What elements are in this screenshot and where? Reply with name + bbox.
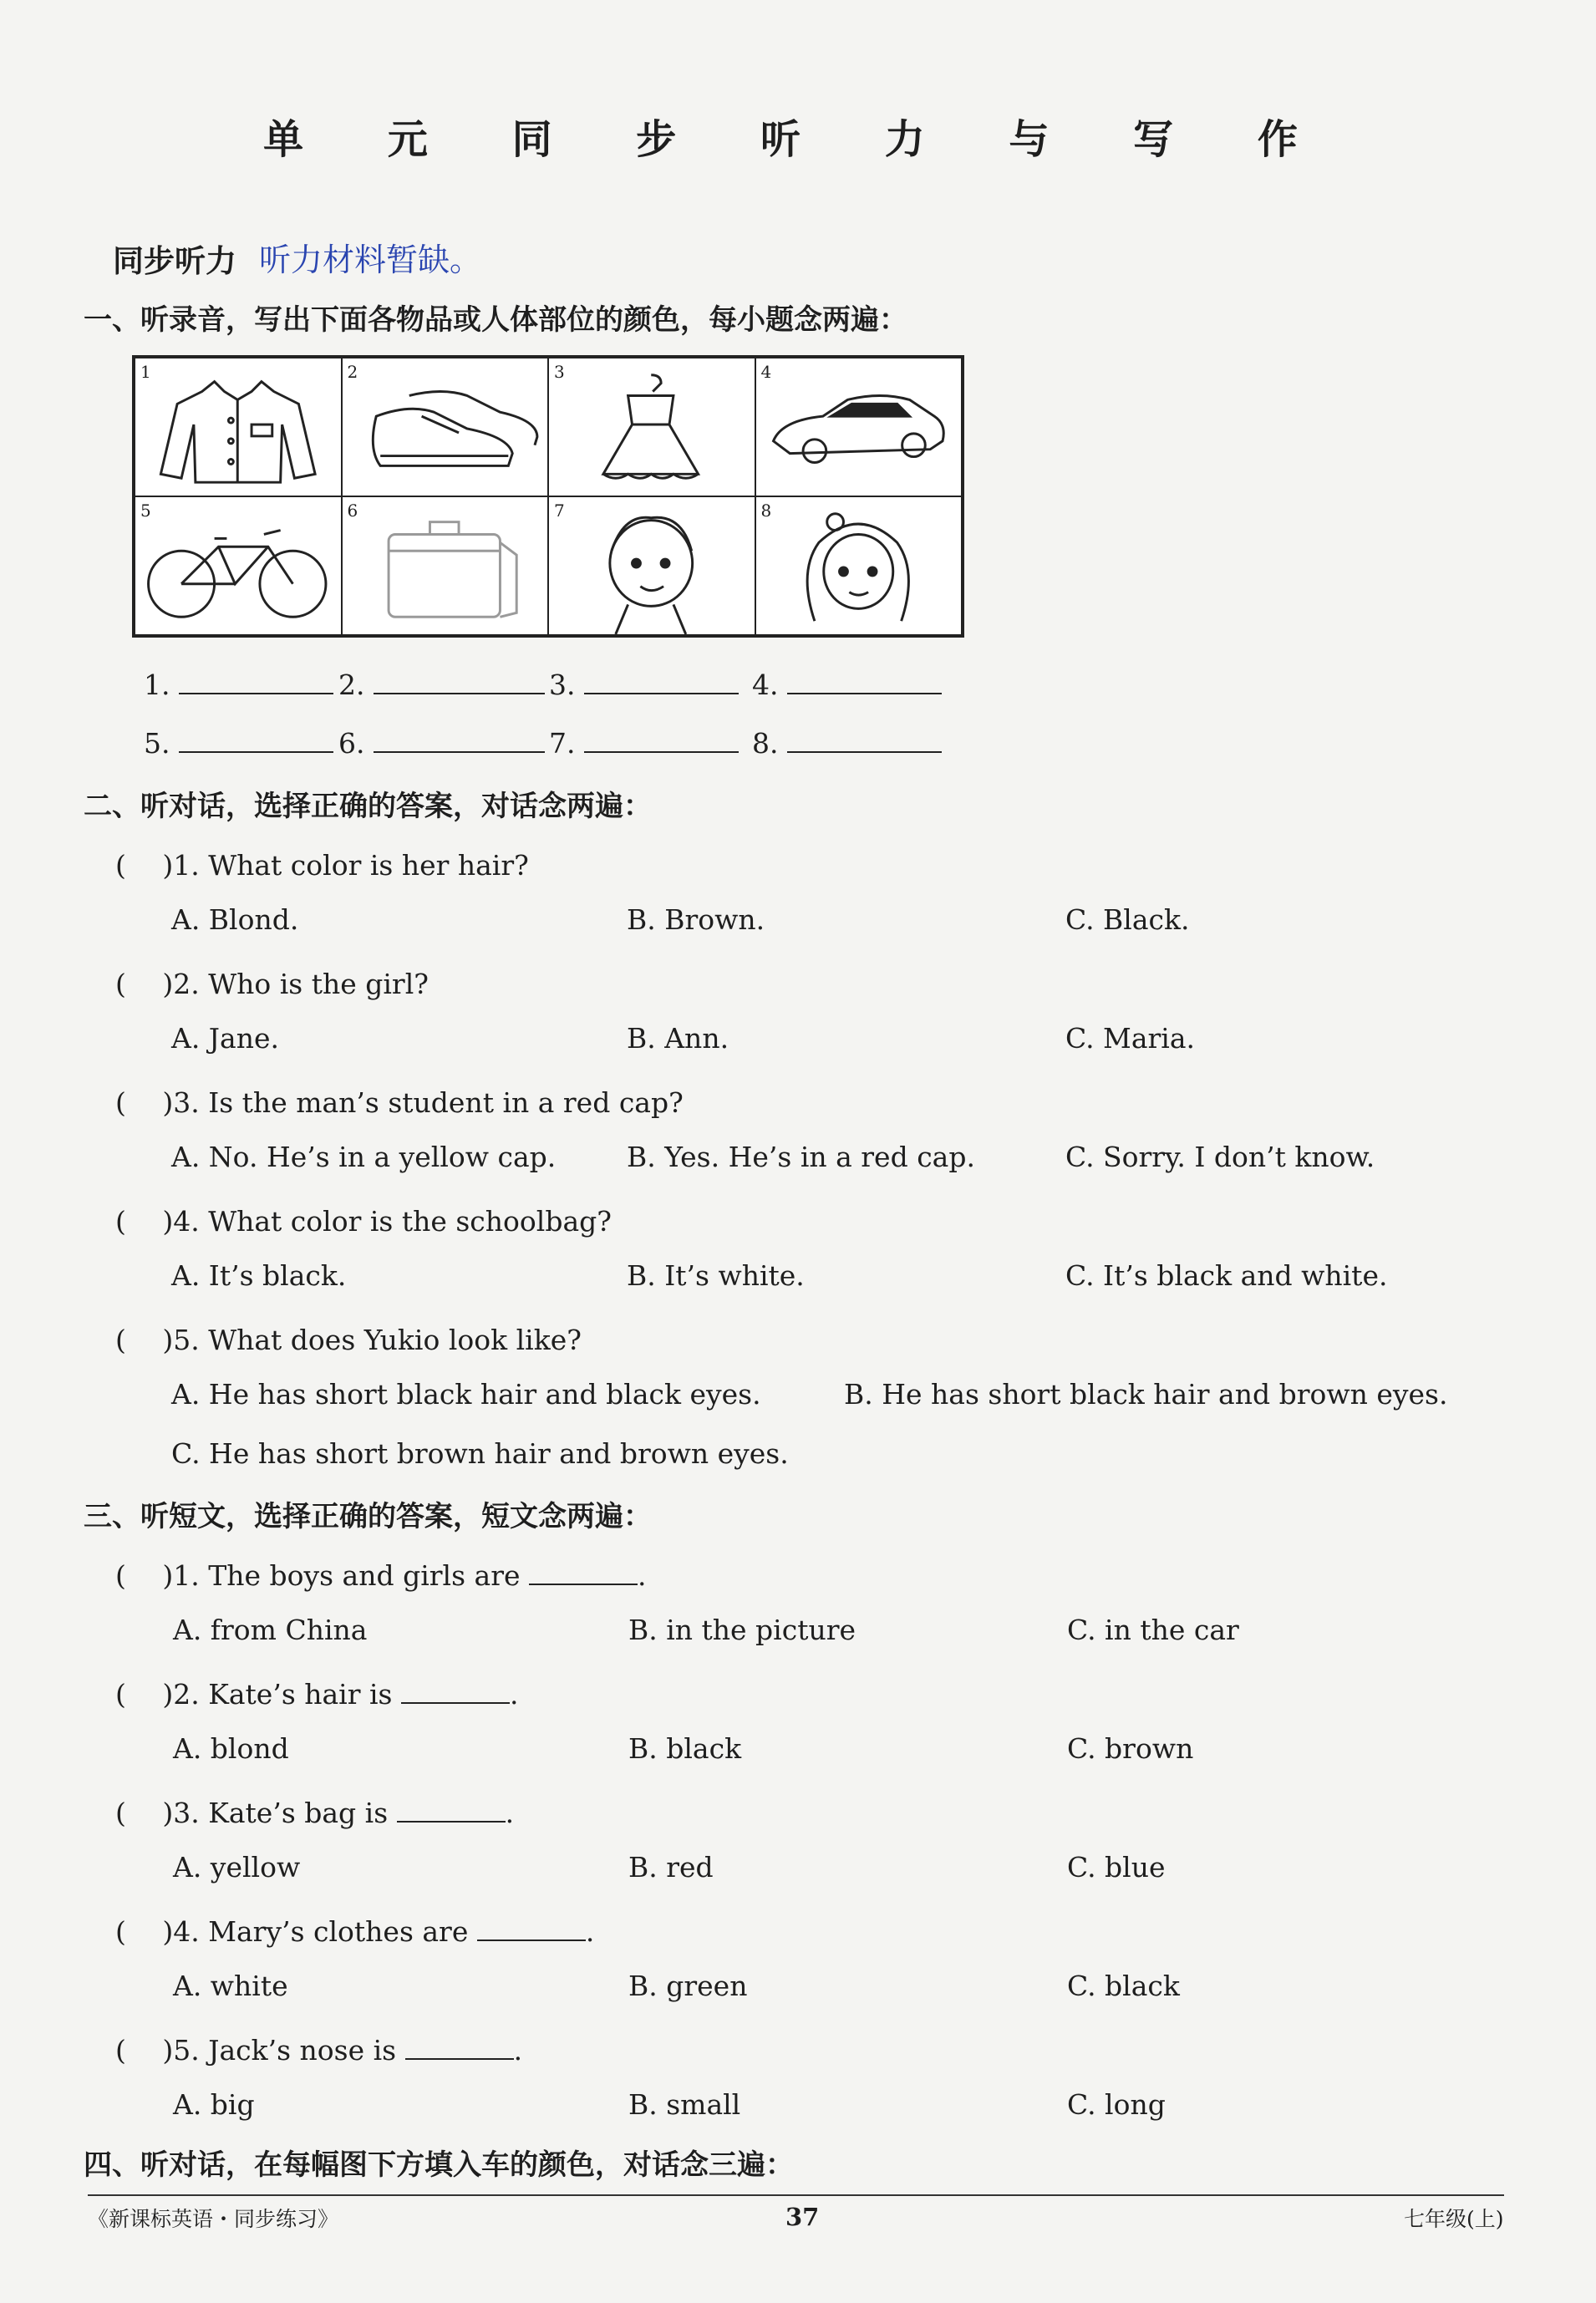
option-b[interactable]: B. green [628, 1970, 748, 2002]
option-a[interactable]: A. He has short black hair and black eyes. [171, 1378, 761, 1411]
option-c[interactable]: C. Maria. [1065, 1022, 1196, 1055]
picture-cell [548, 358, 755, 496]
bicycle-icon [135, 497, 341, 634]
shirt-icon [135, 358, 341, 496]
option-a[interactable]: A. big [173, 2088, 255, 2121]
schoolbag-icon [343, 497, 548, 634]
option-c[interactable]: C. Sorry. I don’t know. [1065, 1141, 1375, 1173]
dress-icon [549, 358, 755, 496]
option-c[interactable]: C. black [1067, 1970, 1180, 2002]
option-b[interactable]: B. He has short black hair and brown eyes. [844, 1378, 1448, 1411]
picture-cell [135, 358, 342, 496]
option-b[interactable]: B. red [628, 1851, 714, 1884]
shoes-icon [343, 358, 548, 496]
section-3-heading: 三、听短文，选择正确的答案，短文念两遍： [84, 1500, 652, 1533]
handwritten-note: 听力材料暂缺。 [259, 241, 482, 278]
option-b[interactable]: B. It’s white. [627, 1259, 805, 1292]
picture-cell [135, 496, 342, 635]
option-c[interactable]: C. Black. [1065, 903, 1190, 936]
footer-book-title: 《新课标英语・同步练习》 [88, 2207, 339, 2231]
question-stem: ( )1. What color is her hair? [115, 849, 529, 882]
option-b[interactable]: B. black [628, 1732, 742, 1765]
option-a[interactable]: A. Blond. [171, 903, 299, 936]
option-b[interactable]: B. Ann. [627, 1022, 729, 1055]
question-stem: ( )4. What color is the schoolbag? [115, 1205, 612, 1238]
option-c[interactable]: C. blue [1067, 1851, 1166, 1884]
picture-number: 7 [554, 501, 565, 521]
picture-cell [755, 358, 963, 496]
subsection-heading: 同步听力 [113, 243, 236, 279]
picture-number: 5 [140, 501, 151, 521]
picture-number: 6 [347, 501, 358, 521]
question-stem: ( )1. The boys and girls are . [115, 1559, 647, 1592]
option-a[interactable]: A. yellow [173, 1851, 301, 1884]
picture-number: 8 [760, 501, 772, 521]
boy-icon [549, 497, 755, 634]
footer-grade: 七年级(上) [1404, 2207, 1504, 2231]
picture-grid [132, 355, 964, 638]
question-stem: ( )2. Who is the girl? [115, 968, 429, 1000]
section-4-heading: 四、听对话，在每幅图下方填入车的颜色，对话念三遍： [84, 2148, 794, 2182]
question-stem: ( )2. Kate’s hair is . [115, 1678, 519, 1711]
page-number: 37 [785, 2203, 820, 2231]
option-b[interactable]: B. Brown. [627, 903, 765, 936]
option-c[interactable]: C. long [1067, 2088, 1166, 2121]
option-c[interactable]: C. He has short brown hair and brown eyes. [171, 1437, 789, 1470]
question-stem: ( )3. Kate’s bag is . [115, 1797, 515, 1829]
question-stem: ( )5. What does Yukio look like? [115, 1324, 582, 1356]
picture-number: 3 [554, 362, 565, 382]
picture-cell [548, 496, 755, 635]
question-stem: ( )5. Jack’s nose is . [115, 2034, 523, 2067]
picture-cell [755, 496, 963, 635]
option-b[interactable]: B. small [628, 2088, 741, 2121]
answer-blank[interactable]: 7. [549, 727, 739, 760]
picture-cell [342, 496, 549, 635]
answer-blank[interactable]: 5. [144, 727, 333, 760]
option-b[interactable]: B. Yes. He’s in a red cap. [627, 1141, 975, 1173]
section-1-heading: 一、听录音，写出下面各物品或人体部位的颜色，每小题念两遍： [84, 303, 907, 337]
girl-icon [756, 497, 962, 634]
answer-blank[interactable]: 2. [338, 669, 545, 701]
option-a[interactable]: A. from China [173, 1614, 368, 1646]
answer-blank[interactable]: 6. [338, 727, 545, 760]
option-a[interactable]: A. No. He’s in a yellow cap. [171, 1141, 557, 1173]
answer-blank[interactable]: 1. [144, 669, 333, 701]
option-c[interactable]: C. in the car [1067, 1614, 1239, 1646]
picture-number: 2 [347, 362, 358, 382]
question-stem: ( )4. Mary’s clothes are . [115, 1915, 595, 1948]
answer-blank[interactable]: 8. [752, 727, 942, 760]
question-stem: ( )3. Is the man’s student in a red cap? [115, 1086, 684, 1119]
answer-blank[interactable]: 4. [752, 669, 942, 701]
answer-blank[interactable]: 3. [549, 669, 739, 701]
option-a[interactable]: A. Jane. [171, 1022, 279, 1055]
picture-number: 1 [140, 362, 151, 382]
picture-cell [342, 358, 549, 496]
option-a[interactable]: A. blond [173, 1732, 289, 1765]
option-c[interactable]: C. It’s black and white. [1065, 1259, 1388, 1292]
option-c[interactable]: C. brown [1067, 1732, 1194, 1765]
option-a[interactable]: A. It’s black. [171, 1259, 347, 1292]
option-a[interactable]: A. white [173, 1970, 288, 2002]
page-title: 单 元 同 步 听 力 与 写 作 [263, 116, 1333, 163]
option-b[interactable]: B. in the picture [628, 1614, 856, 1646]
section-2-heading: 二、听对话，选择正确的答案，对话念两遍： [84, 790, 652, 823]
picture-number: 4 [760, 362, 772, 382]
car-icon [756, 358, 962, 496]
footer-divider [88, 2194, 1504, 2196]
